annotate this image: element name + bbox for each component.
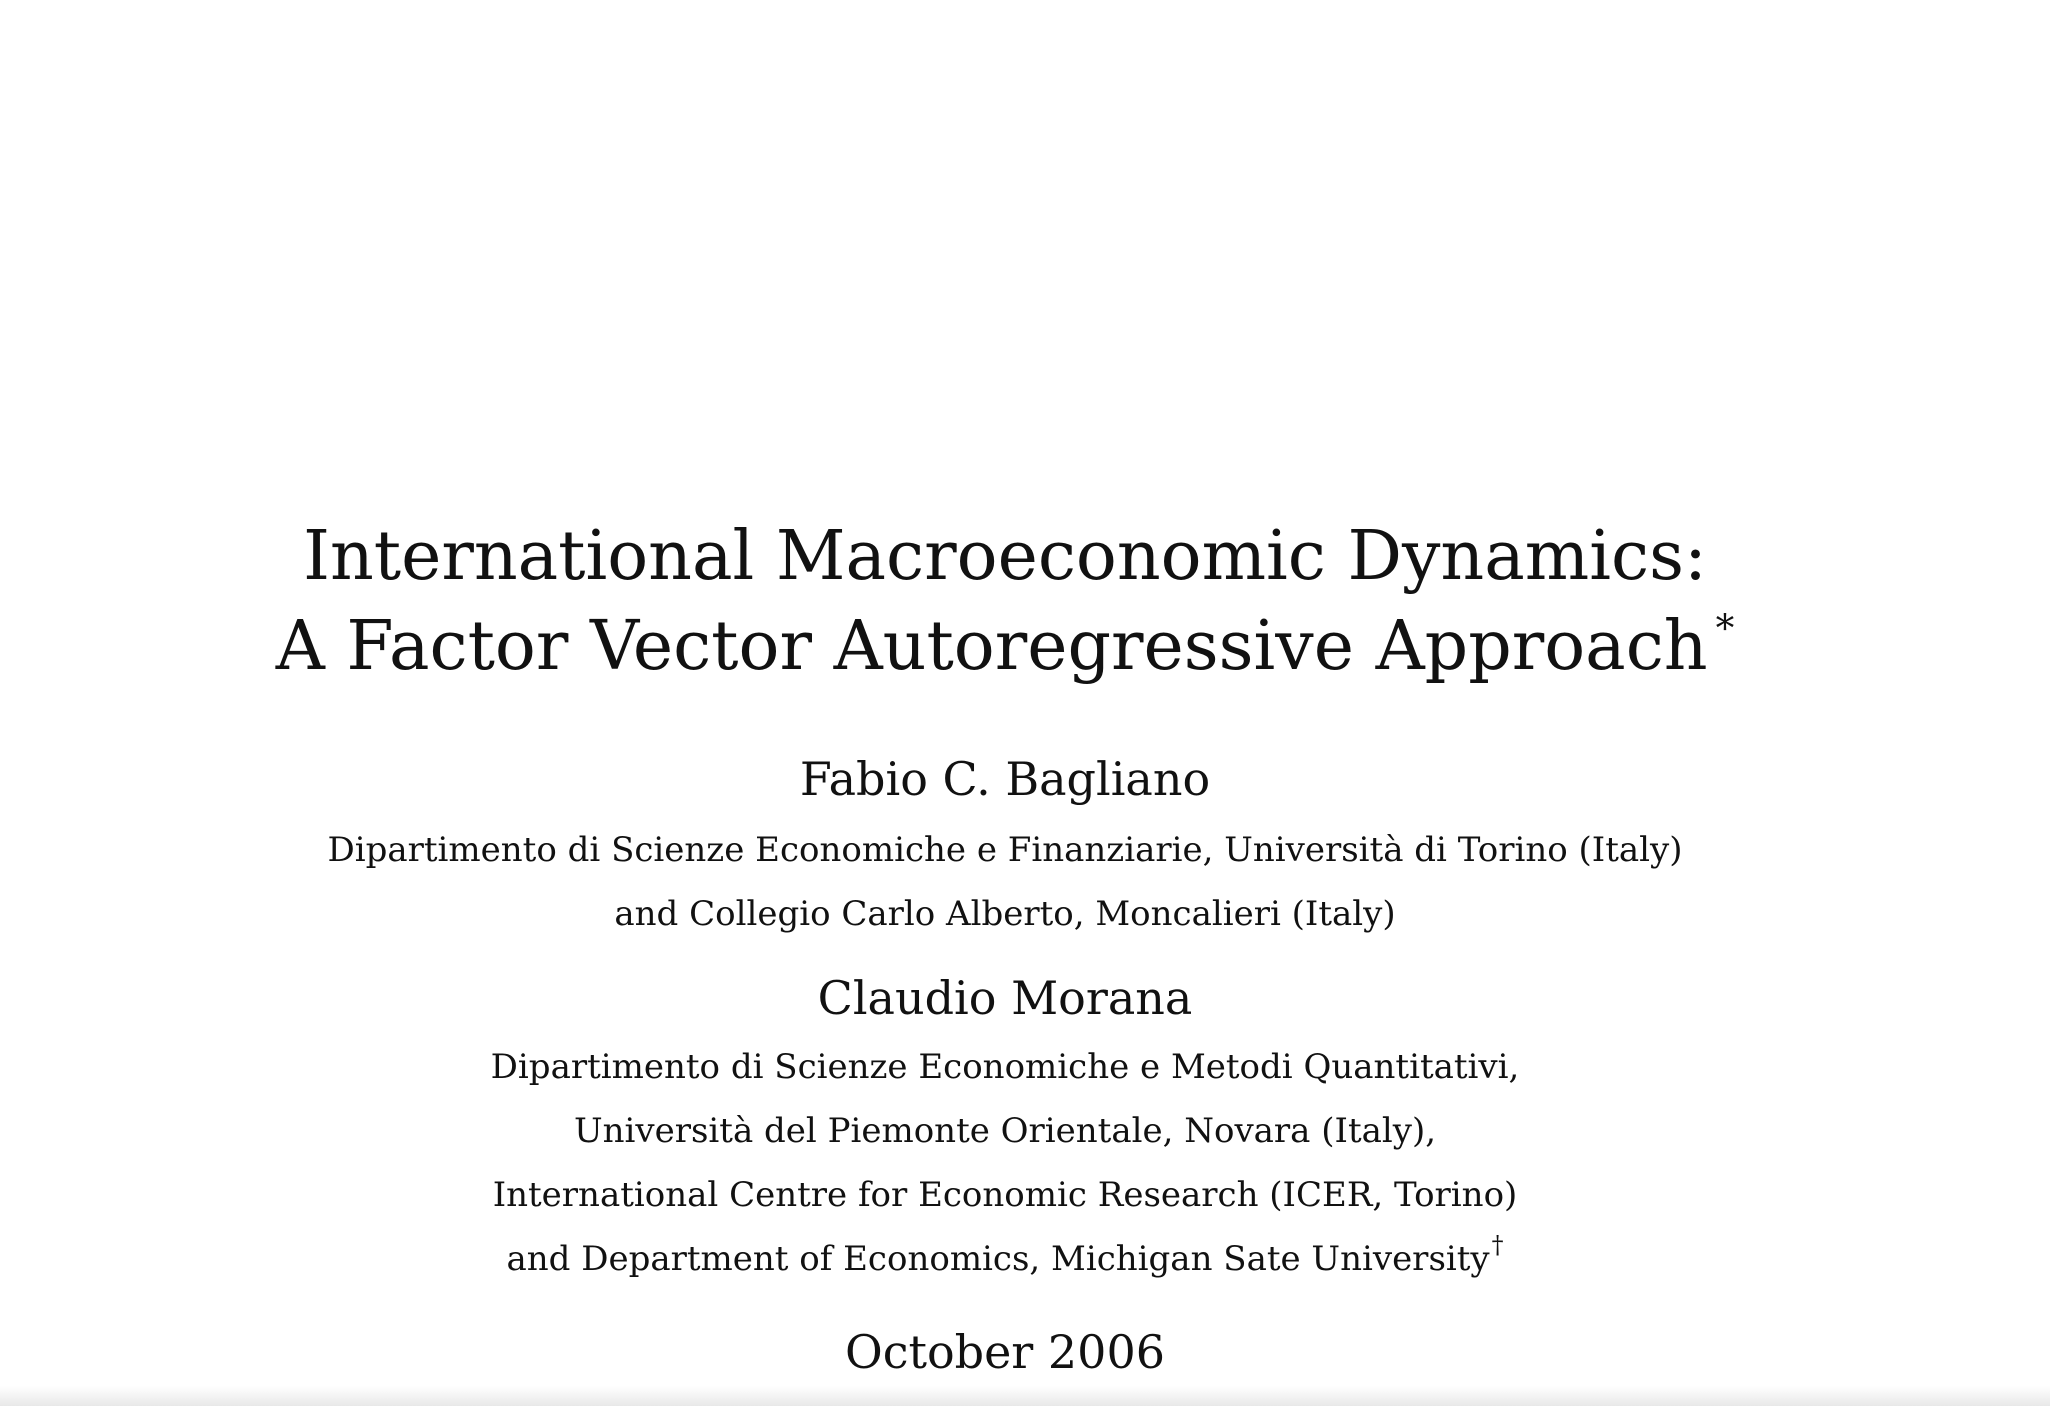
paper-title-line-1: International Macroeconomic Dynamics: — [303, 517, 1707, 596]
title-footnote-mark[interactable]: * — [1715, 605, 1735, 650]
page-bottom-edge — [0, 1386, 2050, 1406]
author-affiliation-line: International Centre for Economic Research (ICER, Torino) — [492, 1175, 1518, 1215]
paper-date: October 2006 — [844, 1325, 1165, 1379]
author-name: Fabio C. Bagliano — [799, 752, 1211, 806]
author-affiliation-line: Università del Piemonte Orientale, Novara (Italy), — [573, 1111, 1437, 1151]
author-name: Claudio Morana — [817, 971, 1193, 1025]
affiliation-footnote-mark[interactable]: † — [1491, 1231, 1504, 1260]
author-affiliation-line: Dipartimento di Scienze Economiche e Metodi Quantitativi, — [490, 1047, 1520, 1087]
author-affiliation-line: and Collegio Carlo Alberto, Moncalieri (Italy) — [614, 894, 1396, 934]
author-affiliation-line: and Department of Economics, Michigan Sate University† — [506, 1231, 1504, 1279]
author-affiliation-line: Dipartimento di Scienze Economiche e Finanziarie, Università di Torino (Italy) — [327, 830, 1683, 870]
paper-title-line-2: A Factor Vector Autoregressive Approach * — [275, 605, 1735, 686]
